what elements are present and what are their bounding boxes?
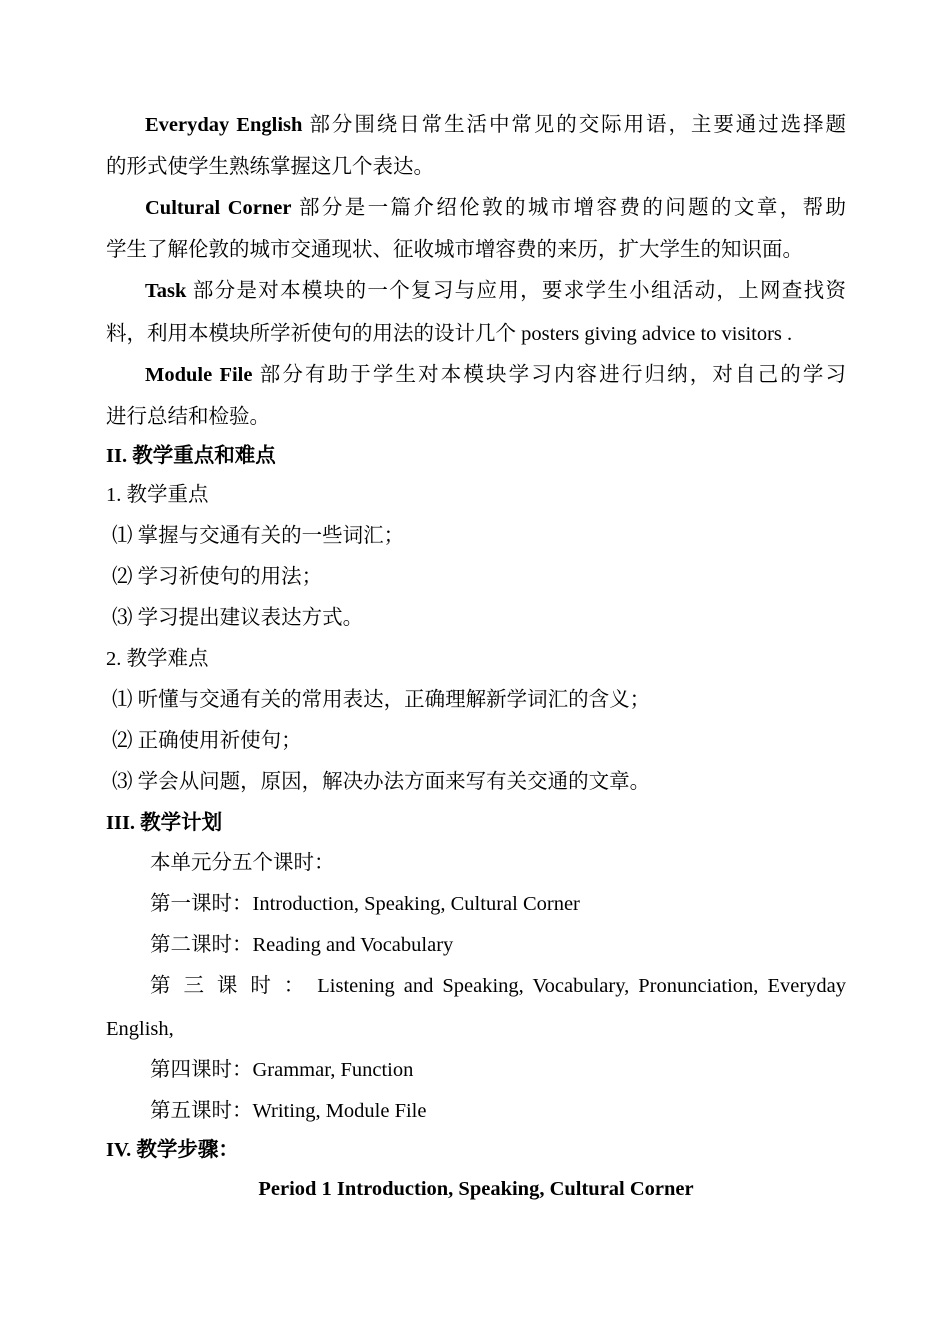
everyday-english-term: Everyday English	[145, 114, 303, 136]
period-1-title: Period 1 Introduction, Speaking, Cultural Corner	[258, 1178, 694, 1200]
everyday-english-line-1	[106, 112, 846, 138]
section-4-heading: IV. 教学步骤：	[106, 1139, 239, 1161]
section-3-heading: III. 教学计划	[106, 812, 223, 834]
everyday-english-text-1: 部分围绕日常生活中常见的交际用语，主要通过选择题	[302, 114, 847, 136]
difficulty-item-3: ⑶ 学会从问题，原因，解决办法方面来写有关交通的文章。	[112, 771, 651, 793]
plan-period-1: 第一课时：Introduction, Speaking, Cultural Corner	[150, 893, 580, 915]
cultural-corner-term: Cultural Corner	[145, 197, 292, 219]
everyday-english-line-2: 的形式使学生熟练掌握这几个表达。	[106, 156, 434, 178]
cultural-corner-line-2: 学生了解伦敦的城市交通现状、征收城市增容费的来历，扩大学生的知识面。	[106, 239, 803, 261]
difficulty-item-2: ⑵ 正确使用祈使句；	[112, 730, 302, 752]
task-text-1: 部分是对本模块的一个复习与应用，要求学生小组活动，上网查找资	[186, 280, 846, 302]
focus-item-1: ⑴ 掌握与交通有关的一些词汇；	[112, 525, 405, 547]
section-2-heading: II. 教学重点和难点	[106, 445, 276, 467]
cultural-corner-text-1: 部分是一篇介绍伦敦的城市增容费的问题的文章，帮助	[291, 197, 846, 219]
plan-period-3-line-1: 第 三 课 时 ： Listening and Speaking, Vocabulary, Pronunciation, Everyday	[150, 975, 846, 997]
plan-period-4: 第四课时：Grammar, Function	[150, 1059, 414, 1081]
plan-period-5: 第五课时：Writing, Module File	[150, 1100, 427, 1122]
task-line-1	[106, 278, 846, 304]
section-2-sub-1: 1. 教学重点	[106, 484, 209, 506]
cultural-corner-line-1	[106, 195, 846, 221]
plan-period-3-line-2: English,	[106, 1018, 174, 1040]
module-file-term: Module File	[145, 364, 253, 386]
module-file-text-1: 部分有助于学生对本模块学习内容进行归纳，对自己的学习	[252, 364, 846, 386]
plan-intro: 本单元分五个课时：	[150, 852, 335, 874]
module-file-line-2: 进行总结和检验。	[106, 406, 270, 428]
task-term: Task	[145, 280, 187, 302]
section-2-sub-2: 2. 教学难点	[106, 648, 209, 670]
plan-period-2: 第二课时：Reading and Vocabulary	[150, 934, 454, 956]
module-file-line-1	[106, 362, 846, 388]
task-line-2: 料，利用本模块所学祈使句的用法的设计几个 posters giving advice to visitors .	[106, 323, 793, 345]
focus-item-2: ⑵ 学习祈使句的用法；	[112, 566, 323, 588]
difficulty-item-1: ⑴ 听懂与交通有关的常用表达，正确理解新学词汇的含义；	[112, 689, 651, 711]
focus-item-3: ⑶ 学习提出建议表达方式。	[112, 607, 364, 629]
